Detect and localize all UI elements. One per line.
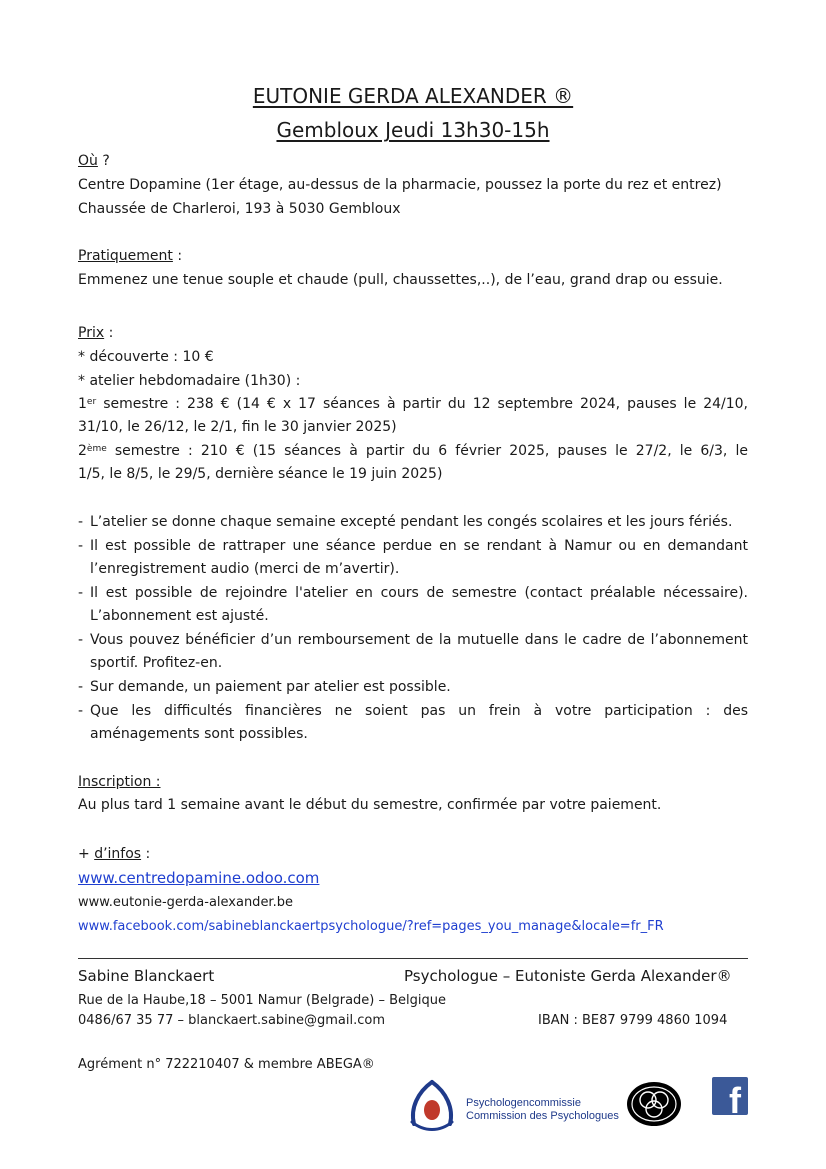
- where-line-2: Chaussée de Charleroi, 193 à 5030 Gembloux: [78, 201, 401, 217]
- note-line: L’abonnement est ajusté.: [90, 608, 269, 624]
- commission-line-1: Psychologencommissie: [466, 1097, 581, 1109]
- note-dash: -: [78, 585, 84, 601]
- note-line: Il est possible de rattraper une séance perdue en se rendant à Namur ou en demandant: [90, 538, 748, 554]
- note-dash: -: [78, 679, 84, 695]
- link-eutonie[interactable]: www.eutonie-gerda-alexander.be: [78, 895, 293, 910]
- note-line: aménagements sont possibles.: [90, 726, 308, 742]
- commission-logo-text: [466, 1097, 619, 1123]
- infos-heading: [78, 843, 150, 866]
- note-dash: -: [78, 538, 84, 554]
- semester-2-line-2: 1/5, le 8/5, le 29/5, dernière séance le 19 juin 2025): [78, 466, 443, 482]
- semester-1-superscript: er: [86, 397, 97, 407]
- where-label: Où: [78, 153, 98, 169]
- note-line: l’enregistrement audio (merci de m’avertir).: [90, 561, 400, 577]
- infos-plus: +: [78, 846, 95, 862]
- semester-2-superscript: ème: [86, 444, 107, 454]
- footer-name: Sabine Blanckaert: [78, 967, 215, 985]
- note-line: Que les difficultés financières ne soient pas un frein à votre participation : des: [90, 703, 748, 719]
- footer-divider: [78, 958, 748, 959]
- footer-role: Psychologue – Eutoniste Gerda Alexander®: [404, 967, 732, 985]
- practical-heading: [78, 245, 182, 268]
- price-label-suffix: :: [104, 325, 114, 341]
- price-heading: [78, 322, 113, 345]
- price-label: Prix: [78, 325, 105, 341]
- note-line: sportif. Profitez-en.: [90, 655, 223, 671]
- practical-text: Emmenez une tenue souple et chaude (pull, chaussettes,..), de l’eau, grand drap ou essuie.: [78, 272, 723, 288]
- semester-2-line-1: [78, 440, 748, 463]
- note-dash: -: [78, 703, 84, 719]
- footer-contact: 0486/67 35 77 – blanckaert.sabine@gmail.com: [78, 1013, 386, 1028]
- link-centredopamine[interactable]: www.centredopamine.odoo.com: [78, 869, 320, 887]
- semester-2-number: 2: [78, 443, 87, 459]
- price-weekly: * atelier hebdomadaire (1h30) :: [78, 373, 301, 389]
- semester-1-line-2: 31/10, le 26/12, le 2/1, fin le 30 janvier 2025): [78, 419, 397, 435]
- commission-line-2: Commission des Psychologues: [466, 1110, 619, 1122]
- facebook-glyph: f: [729, 1080, 741, 1121]
- footer-address: Rue de la Haube,18 – 5001 Namur (Belgrade) – Belgique: [78, 993, 446, 1008]
- footer-agreement: Agrément n° 722210407 & membre ABEGA®: [78, 1057, 375, 1072]
- where-heading: [78, 150, 110, 173]
- practical-label-suffix: :: [172, 248, 183, 264]
- commission-logo-icon: [406, 1078, 458, 1132]
- semester-2-text: semestre : 210 € (15 séances à partir du 6 février 2025, pauses le 27/2, le 6/3, le: [106, 443, 748, 459]
- note-line: Sur demande, un paiement par atelier est possible.: [90, 679, 451, 695]
- note-dash: -: [78, 632, 84, 648]
- note-line: L’atelier se donne chaque semaine excepté pendant les congés scolaires et les jours fériés.: [90, 514, 733, 530]
- footer-iban: IBAN : BE87 9799 4860 1094: [538, 1013, 728, 1028]
- price-discovery: * découverte : 10 €: [78, 349, 214, 365]
- semester-1-text: semestre : 238 € (14 € x 17 séances à partir du 12 septembre 2024, pauses le 24/10,: [96, 396, 748, 412]
- note-dash: -: [78, 514, 84, 530]
- registration-heading: Inscription :: [78, 774, 161, 790]
- link-facebook[interactable]: www.facebook.com/sabineblanckaertpsychologue/?ref=pages_you_manage&locale=fr_FR: [78, 919, 664, 934]
- where-label-suffix: ?: [97, 153, 110, 169]
- page-title: EUTONIE GERDA ALEXANDER ®: [252, 84, 574, 108]
- semester-1-number: 1: [78, 396, 87, 412]
- note-line: Il est possible de rejoindre l'atelier en cours de semestre (contact préalable nécessaire).: [90, 585, 748, 601]
- abega-logo-icon: [626, 1081, 682, 1127]
- semester-1-line-1: [78, 393, 748, 416]
- infos-label: d’infos: [94, 846, 142, 862]
- infos-suffix: :: [141, 846, 151, 862]
- page-subtitle: Gembloux Jeudi 13h30-15h: [276, 118, 550, 142]
- where-line-1: Centre Dopamine (1er étage, au-dessus de la pharmacie, poussez la porte du rez et entrez): [78, 177, 722, 193]
- note-line: Vous pouvez bénéficier d’un remboursement de la mutuelle dans le cadre de l’abonnement: [90, 632, 748, 648]
- registration-text: Au plus tard 1 semaine avant le début du semestre, confirmée par votre paiement.: [78, 797, 662, 813]
- facebook-icon[interactable]: [712, 1077, 748, 1121]
- practical-label: Pratiquement: [78, 248, 173, 264]
